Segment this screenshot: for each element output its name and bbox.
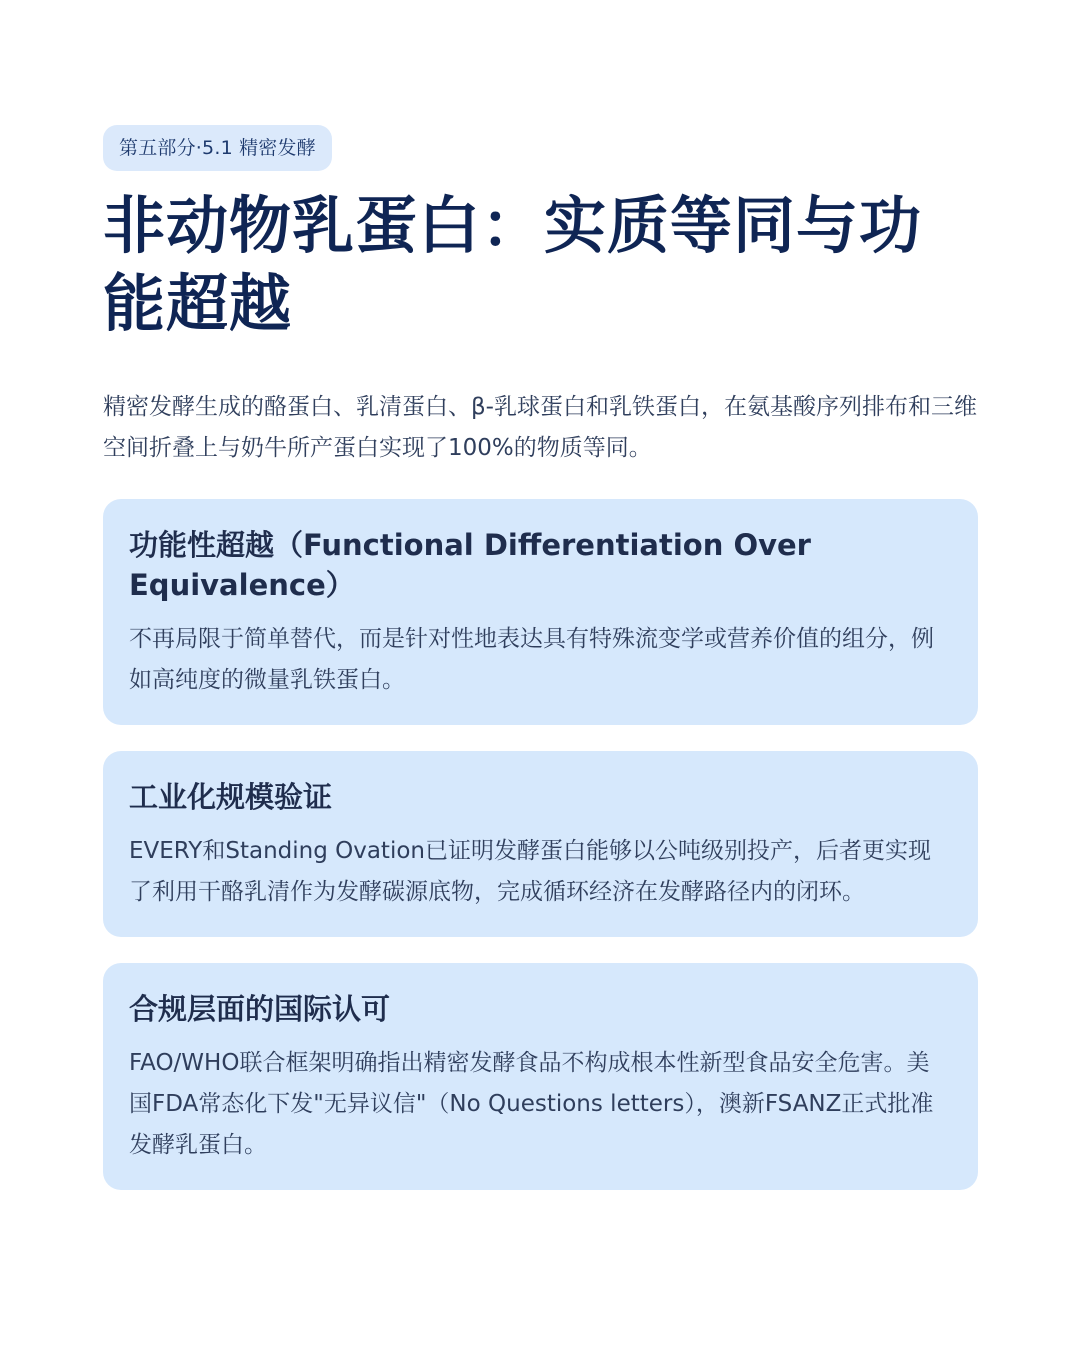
card-title: 功能性超越（Functional Differentiation Over Equivalence） [129, 528, 811, 602]
card-title: 工业化规模验证 [129, 780, 333, 814]
card-body: FAO/WHO联合框架明确指出精密发酵食品不构成根本性新型食品安全危害。美国FDA常态化下发"无异议信"（No Questions letters），澳新FSANZ正式批准发酵乳蛋白。 [129, 1050, 934, 1158]
intro-paragraph: 精密发酵生成的酪蛋白、乳清蛋白、β-乳球蛋白和乳铁蛋白，在氨基酸序列排布和三维空间折叠上与奶牛所产蛋白实现了100%的物质等同。 [103, 394, 977, 461]
page-content [103, 125, 978, 1190]
card-list [103, 499, 978, 1190]
card-body: 不再局限于简单替代，而是针对性地表达具有特殊流变学或营养价值的组分，例如高纯度的微量乳铁蛋白。 [129, 626, 934, 693]
section-tag: 第五部分·5.1 精密发酵 [103, 125, 332, 171]
card-industrial-scale [103, 751, 978, 937]
card-functional-differentiation [103, 499, 978, 725]
page-title: 非动物乳蛋白：实质等同与功能超越 [103, 189, 923, 340]
card-body: EVERY和Standing Ovation已证明发酵蛋白能够以公吨级别投产，后者更实现了利用干酪乳清作为发酵碳源底物，完成循环经济在发酵路径内的闭环。 [129, 838, 931, 905]
card-title: 合规层面的国际认可 [129, 992, 391, 1026]
card-regulatory-recognition [103, 963, 978, 1190]
